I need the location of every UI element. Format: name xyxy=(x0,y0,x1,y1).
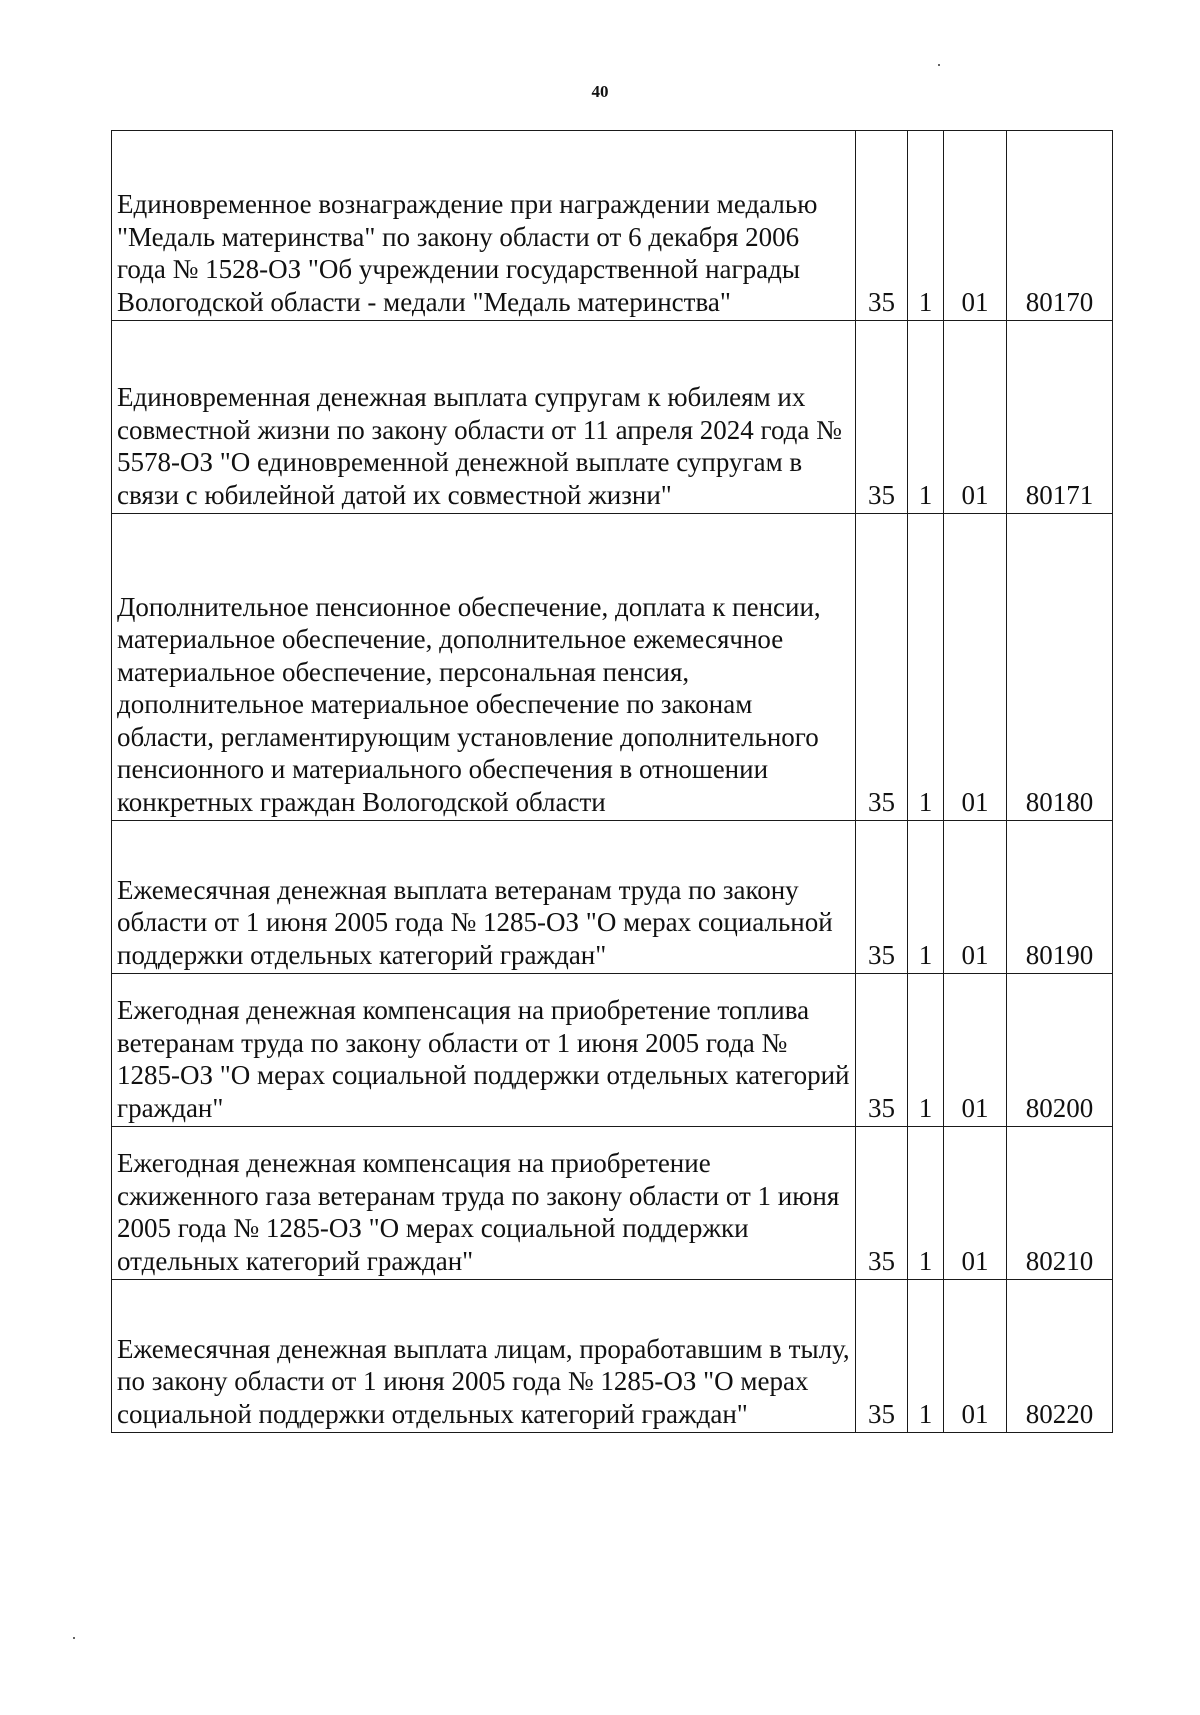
code-event: 01 xyxy=(944,1127,1007,1280)
code-subprogram: 1 xyxy=(908,1280,944,1433)
table-row xyxy=(112,131,1113,321)
code-program: 35 xyxy=(856,131,908,321)
row-description: Ежегодная денежная компенсация на приобретение сжиженного газа ветеранам труда по закону области от 1 июня 2005 года № 1285-ОЗ "О мерах социальной поддержки отдельных категорий граждан" xyxy=(112,1127,856,1280)
code-direction: 80220 xyxy=(1007,1280,1113,1433)
code-direction: 80171 xyxy=(1007,321,1113,514)
scan-speck xyxy=(73,1637,75,1639)
code-event: 01 xyxy=(944,514,1007,821)
code-subprogram: 1 xyxy=(908,514,944,821)
code-program: 35 xyxy=(856,1127,908,1280)
code-program: 35 xyxy=(856,974,908,1127)
row-description: Ежемесячная денежная выплата ветеранам труда по закону области от 1 июня 2005 года № 1285-ОЗ "О мерах социальной поддержки отдельных категорий граждан" xyxy=(112,821,856,974)
row-description: Единовременная денежная выплата супругам к юбилеям их совместной жизни по закону области от 11 апреля 2024 года № 5578-ОЗ "О единовременной денежной выплате супругам в связи с юбилейной датой их совместной жизни" xyxy=(112,321,856,514)
table-row xyxy=(112,514,1113,821)
code-subprogram: 1 xyxy=(908,321,944,514)
scan-speck xyxy=(938,64,940,66)
code-event: 01 xyxy=(944,821,1007,974)
code-program: 35 xyxy=(856,321,908,514)
code-direction: 80200 xyxy=(1007,974,1113,1127)
table-row xyxy=(112,974,1113,1127)
code-subprogram: 1 xyxy=(908,974,944,1127)
code-direction: 80190 xyxy=(1007,821,1113,974)
code-direction: 80170 xyxy=(1007,131,1113,321)
code-subprogram: 1 xyxy=(908,821,944,974)
table-row xyxy=(112,321,1113,514)
code-event: 01 xyxy=(944,321,1007,514)
budget-classification-table xyxy=(111,130,1113,1433)
table-row xyxy=(112,821,1113,974)
table-row xyxy=(112,1127,1113,1280)
code-event: 01 xyxy=(944,1280,1007,1433)
page-number: 40 xyxy=(591,82,609,101)
row-description: Дополнительное пенсионное обеспечение, доплата к пенсии, материальное обеспечение, дополнительное ежемесячное материальное обеспечение, персональная пенсия, дополнительное материальное обеспечение по законам области, регламентирующим установление дополнительного пенсионного и материального обеспечения в отношении конкретных граждан Вологодской области xyxy=(112,514,856,821)
code-program: 35 xyxy=(856,821,908,974)
code-direction: 80210 xyxy=(1007,1127,1113,1280)
code-subprogram: 1 xyxy=(908,131,944,321)
code-event: 01 xyxy=(944,131,1007,321)
code-event: 01 xyxy=(944,974,1007,1127)
code-program: 35 xyxy=(856,1280,908,1433)
code-subprogram: 1 xyxy=(908,1127,944,1280)
row-description: Ежегодная денежная компенсация на приобретение топлива ветеранам труда по закону области от 1 июня 2005 года № 1285-ОЗ "О мерах социальной поддержки отдельных категорий граждан" xyxy=(112,974,856,1127)
row-description: Ежемесячная денежная выплата лицам, проработавшим в тылу, по закону области от 1 июня 2005 года № 1285-ОЗ "О мерах социальной поддержки отдельных категорий граждан" xyxy=(112,1280,856,1433)
code-program: 35 xyxy=(856,514,908,821)
code-direction: 80180 xyxy=(1007,514,1113,821)
row-description: Единовременное вознаграждение при награждении медалью "Медаль материнства" по закону области от 6 декабря 2006 года № 1528-ОЗ "Об учреждении государственной награды Вологодской области - медали "Медаль материнства" xyxy=(112,131,856,321)
table-row xyxy=(112,1280,1113,1433)
